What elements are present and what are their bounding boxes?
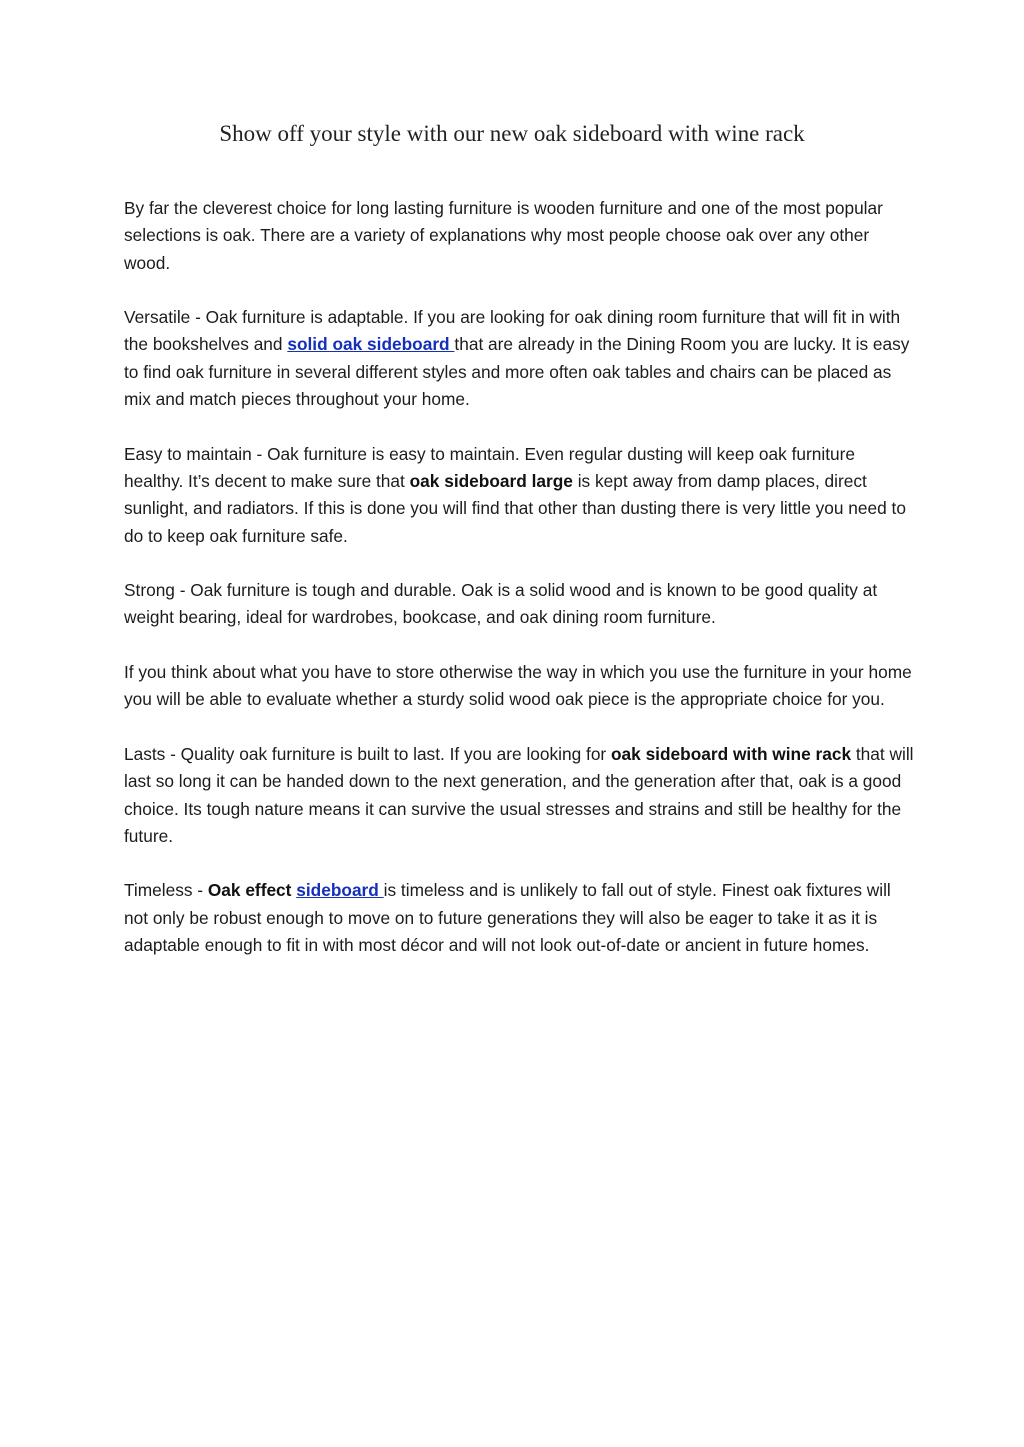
document-body <box>124 195 914 987</box>
bold-keyword: oak sideboard large <box>409 470 573 491</box>
paragraph-lasts <box>124 741 914 850</box>
paragraph-text-before: Lasts - Quality oak furniture is built to last. If you are looking for <box>124 743 611 764</box>
paragraph-versatile <box>124 304 914 413</box>
paragraph-strong <box>124 577 914 632</box>
paragraph-easy-to-maintain <box>124 441 914 550</box>
paragraph-intro <box>124 195 914 277</box>
bold-keyword: Oak effect <box>207 880 292 901</box>
solid-oak-sideboard-link[interactable]: solid oak sideboard <box>287 334 455 355</box>
sideboard-link[interactable]: sideboard <box>296 880 384 901</box>
paragraph-text-after: is kept away from damp places, direct sunlight, and radiators. If this is done you will find that other than dusting there is very little you need to do to keep oak furniture safe. <box>124 470 906 546</box>
paragraph-text-before: Easy to maintain - Oak furniture is easy to maintain. Even regular dusting will keep oak furniture healthy. It’s decent to make sure that <box>124 443 855 491</box>
paragraph-text-after: that are already in the Dining Room you are lucky. It is easy to find oak furniture in several different styles and more often oak tables and chairs can be placed as mix and match pieces throughout your home. <box>124 334 910 410</box>
paragraph-text: If you think about what you have to store otherwise the way in which you use the furniture in your home you will be able to evaluate whether a sturdy solid wood oak piece is the appropriate choice for you. <box>124 662 912 710</box>
paragraph-evaluate <box>124 659 914 714</box>
paragraph-text: By far the cleverest choice for long lasting furniture is wooden furniture and one of the most popular selections is oak. There are a variety of explanations why most people choose oak over any other wood. <box>124 198 883 273</box>
paragraph-text-after: that will last so long it can be handed down to the next generation, and the generation after that, oak is a good choice. Its tough nature means it can survive the usual stresses and strains and still be healthy for the future. <box>124 743 914 846</box>
paragraph-text-before: Timeless - <box>124 880 208 901</box>
paragraph-text-after: is timeless and is unlikely to fall out of style. Finest oak fixtures will not only be robust enough to move on to future generations they will also be eager to take it as it is adaptable enough to fit in with most décor and will not look out-of-date or ancient in future homes. <box>124 880 891 956</box>
bold-keyword: oak sideboard with wine rack <box>610 743 852 764</box>
document-title: Show off your style with our new oak sideboard with wine rack <box>219 121 805 146</box>
paragraph-text-before: Versatile - Oak furniture is adaptable. If you are looking for oak dining room furniture that will fit in with the bookshelves and <box>124 307 901 355</box>
paragraph-text: Strong - Oak furniture is tough and durable. Oak is a solid wood and is known to be good quality at weight bearing, ideal for wardrobes, bookcase, and oak dining room furniture. <box>124 580 878 628</box>
paragraph-timeless <box>124 877 914 959</box>
